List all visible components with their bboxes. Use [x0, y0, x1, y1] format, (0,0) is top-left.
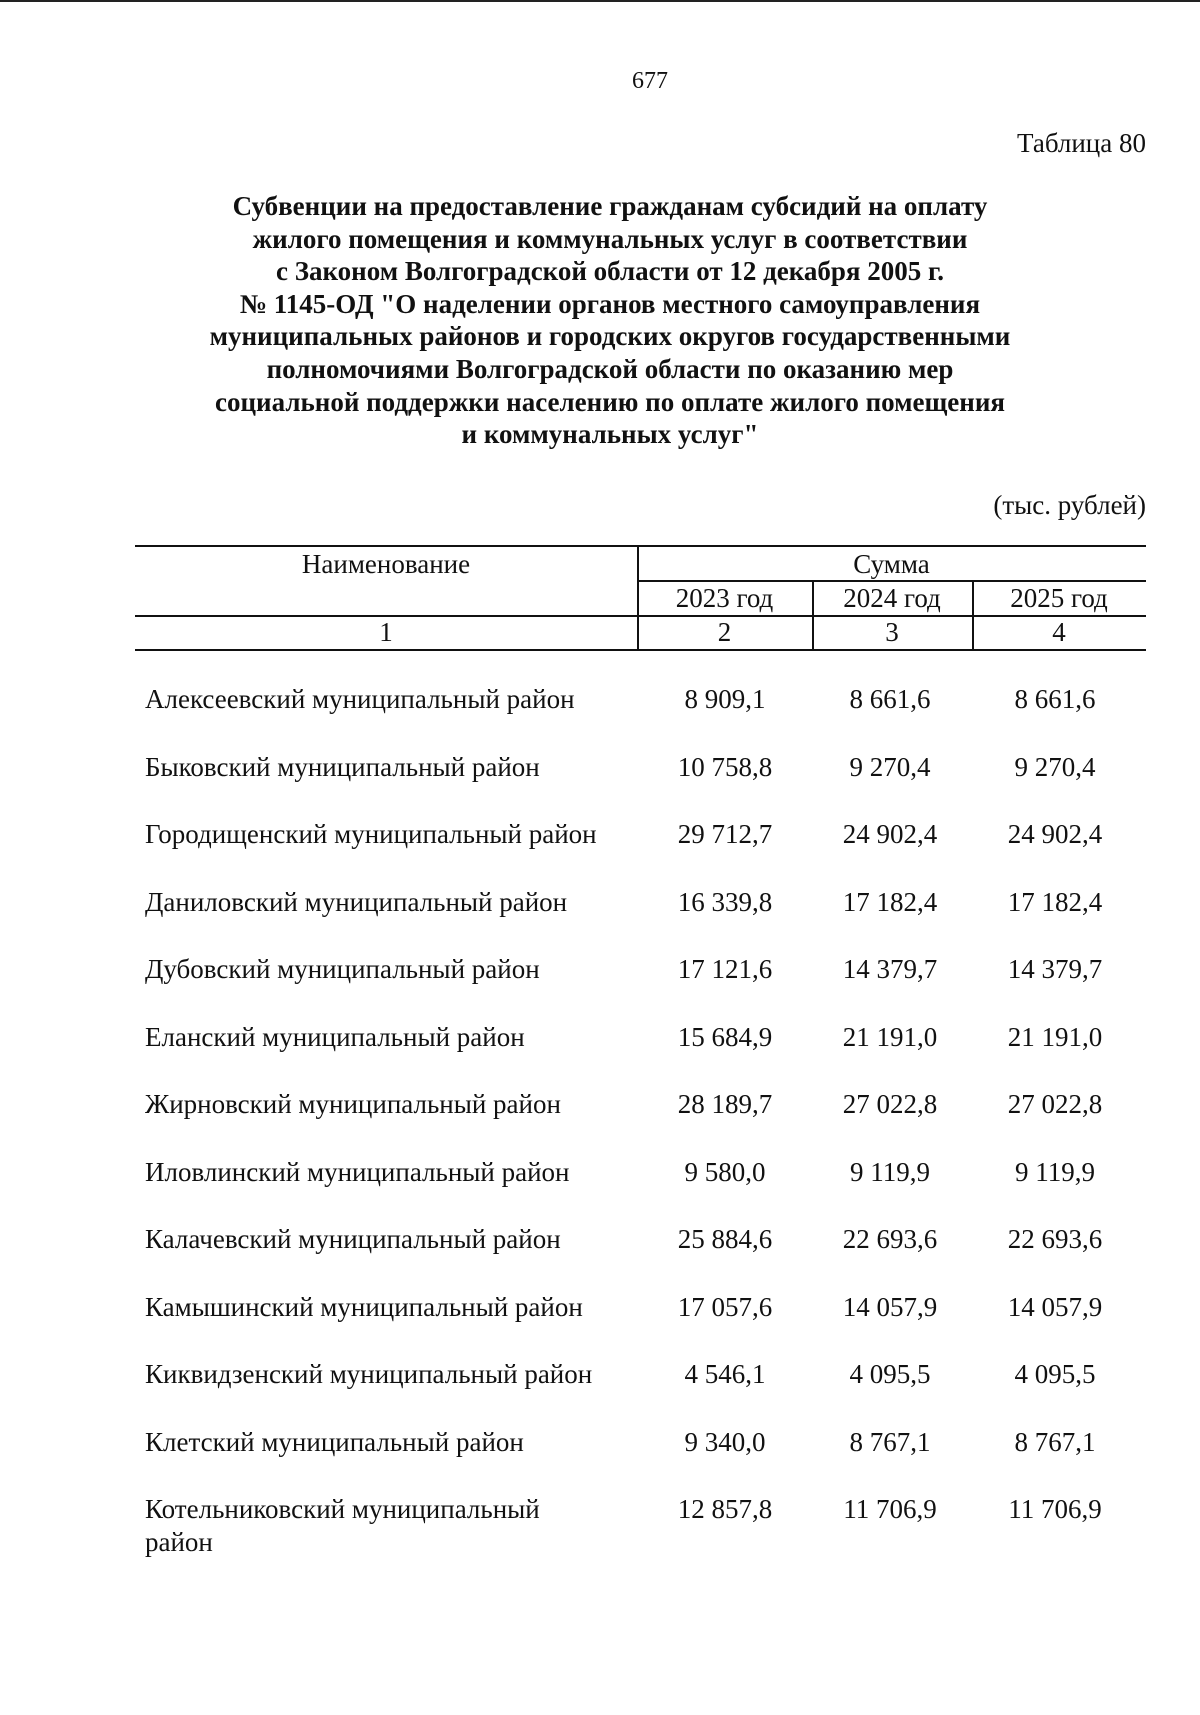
row-value-2025: 14 379,7 — [1007, 954, 1103, 984]
row-name: Котельниковский муниципальный район — [145, 1494, 540, 1557]
row-value-2024: 11 706,9 — [843, 1494, 937, 1524]
row-name: Калачевский муниципальный район — [145, 1224, 561, 1254]
row-value-2023: 10 758,8 — [677, 751, 773, 782]
title-line: № 1145-ОД "О наделении органов местного самоуправления — [239, 288, 981, 319]
row-value-2025: 24 902,4 — [1007, 819, 1103, 849]
table-row — [145, 1408, 1145, 1476]
row-value-2023: 28 189,7 — [677, 1089, 773, 1119]
row-value-2023: 17 121,6 — [677, 954, 773, 984]
row-value-2025: 8 767,1 — [1014, 1426, 1096, 1457]
row-name: Быковский муниципальный район — [145, 751, 540, 782]
table-row — [145, 1003, 1145, 1071]
row-value-2023: 29 712,7 — [677, 819, 773, 849]
table-row — [145, 665, 1145, 733]
row-value-2024: 8 661,6 — [849, 684, 931, 714]
header-name: Наименование — [301, 549, 471, 579]
title-line: полномочиями Волгоградской области по оказанию мер — [266, 353, 954, 384]
table-header — [135, 545, 1146, 650]
row-name: Еланский муниципальный район — [145, 1021, 525, 1052]
row-name: Алексеевский муниципальный район — [145, 684, 575, 714]
row-value-2023: 4 546,1 — [684, 1359, 766, 1389]
table-label: Таблица 80 — [1017, 128, 1146, 158]
row-value-2025: 8 661,6 — [1014, 684, 1096, 714]
header-top-rule — [135, 545, 1146, 547]
row-value-2024: 24 902,4 — [842, 819, 938, 849]
row-value-2024: 14 057,9 — [842, 1291, 938, 1322]
row-name: Камышинский муниципальный район — [145, 1291, 583, 1322]
row-value-2024: 9 270,4 — [849, 751, 931, 782]
row-value-2024: 17 182,4 — [842, 886, 938, 917]
title-line: и коммунальных услуг" — [461, 419, 759, 450]
row-value-2024: 14 379,7 — [842, 954, 938, 984]
row-name: Клетский муниципальный район — [145, 1426, 524, 1457]
header-year-2024: 2024 год — [843, 583, 941, 613]
title-line: социальной поддержки населению по оплате жилого помещения — [215, 386, 1005, 417]
table-row — [145, 733, 1145, 801]
row-value-2025: 4 095,5 — [1014, 1359, 1096, 1389]
header-year-2023: 2023 год — [675, 583, 774, 613]
header-colnum-2: 2 — [717, 617, 732, 647]
table-row — [145, 1475, 1145, 1575]
row-name: Жирновский муниципальный район — [145, 1089, 561, 1119]
document-title — [160, 190, 1060, 451]
row-value-2023: 9 580,0 — [684, 1156, 766, 1187]
units-label: (тыс. рублей) — [993, 490, 1146, 520]
table-row — [145, 1340, 1145, 1408]
header-colnum-3: 3 — [885, 617, 899, 647]
table-row — [145, 868, 1145, 936]
row-value-2025: 14 057,9 — [1007, 1291, 1103, 1322]
table-row — [145, 800, 1145, 868]
title-line: с Законом Волгоградской области от 12 декабря 2005 г. — [276, 256, 944, 287]
row-value-2025: 21 191,0 — [1007, 1021, 1103, 1052]
page-number: 677 — [632, 68, 668, 94]
row-name: Даниловский муниципальный район — [145, 886, 568, 917]
row-value-2024: 8 767,1 — [849, 1426, 931, 1457]
row-value-2023: 12 857,8 — [677, 1494, 773, 1524]
row-value-2023: 25 884,6 — [677, 1224, 773, 1254]
table-row — [145, 1205, 1145, 1273]
header-bottom-rule — [135, 649, 1146, 651]
row-value-2024: 9 119,9 — [850, 1156, 930, 1187]
row-value-2025: 9 270,4 — [1014, 751, 1096, 782]
row-value-2024: 21 191,0 — [842, 1021, 938, 1052]
row-value-2023: 15 684,9 — [677, 1021, 773, 1052]
title-line: жилого помещения и коммунальных услуг в соответствии — [252, 223, 968, 254]
row-value-2023: 8 909,1 — [684, 684, 766, 714]
row-value-2023: 17 057,6 — [677, 1291, 773, 1322]
row-name: Городищенский муниципальный район — [145, 819, 597, 849]
row-value-2025: 11 706,9 — [1008, 1494, 1102, 1524]
header-sum-rule — [637, 580, 1146, 582]
table-row — [145, 1138, 1145, 1206]
row-value-2024: 27 022,8 — [842, 1089, 938, 1119]
row-value-2025: 9 119,9 — [1015, 1156, 1095, 1187]
header-colnum-4: 4 — [1052, 617, 1066, 647]
row-value-2023: 16 339,8 — [677, 886, 773, 917]
row-value-2023: 9 340,0 — [684, 1426, 766, 1457]
table-row — [145, 1070, 1145, 1138]
row-value-2025: 22 693,6 — [1007, 1224, 1103, 1254]
title-line: Субвенции на предоставление гражданам субсидий на оплату — [232, 191, 988, 221]
row-name: Дубовский муниципальный район — [145, 954, 540, 984]
table-row — [145, 935, 1145, 1003]
table-body — [145, 665, 1145, 1575]
header-sum: Сумма — [853, 549, 930, 579]
header-year-2025: 2025 год — [1010, 583, 1108, 613]
row-name: Киквидзенский муниципальный район — [145, 1359, 593, 1389]
row-value-2024: 22 693,6 — [842, 1224, 938, 1254]
title-line: муниципальных районов и городских округов государственными — [209, 321, 1011, 352]
top-border — [0, 0, 1200, 2]
header-colnum-1: 1 — [379, 617, 393, 647]
row-value-2025: 17 182,4 — [1007, 886, 1103, 917]
row-value-2024: 4 095,5 — [849, 1359, 931, 1389]
table-row — [145, 1273, 1145, 1341]
row-name: Иловлинский муниципальный район — [145, 1156, 570, 1187]
row-value-2025: 27 022,8 — [1007, 1089, 1103, 1119]
